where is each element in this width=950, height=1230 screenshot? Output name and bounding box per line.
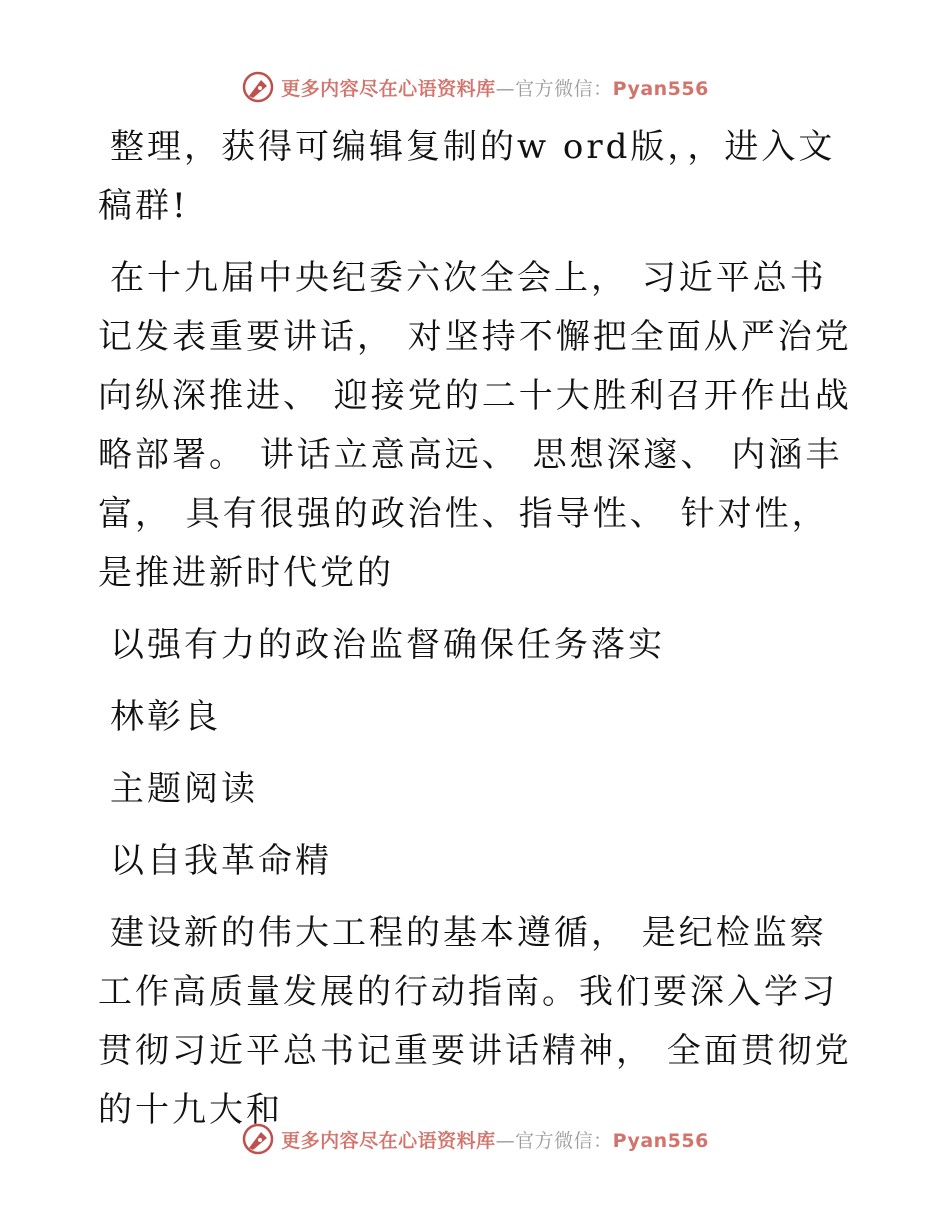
paragraph-speech: 在十九届中央纪委六次全会上， 习近平总书记发表重要讲话， 对坚持不懈把全面从严治党向纵深推进、 迎接党的二十大胜利召开作出战略部署。 讲话立意高远、 思想深邃、 内涵丰富， 具有很强的政治性、指导性、 针对性， 是推进新时代党的 [98, 258, 852, 593]
pen-nib-logo-icon [241, 70, 275, 104]
watermark-account: Pyan556 [612, 1129, 709, 1152]
watermark-text [281, 1126, 709, 1153]
watermark-label: 官方微信： [515, 77, 613, 100]
watermark-site: 更多内容尽在心语资料库 [281, 77, 496, 100]
watermark-text [281, 74, 709, 101]
article-title: 以强有力的政治监督确保任务落实 [110, 625, 665, 665]
watermark-site: 更多内容尽在心语资料库 [281, 1129, 496, 1152]
header-watermark [0, 70, 950, 104]
watermark-dash: — [495, 77, 516, 100]
paragraph-fragment: 以自我革命精 [110, 841, 332, 881]
document-body [98, 118, 858, 1153]
paragraph-body: 建设新的伟大工程的基本遵循， 是纪检监察工作高质量发展的行动指南。我们要深入学习贯彻习近平总书记重要讲话精神， 全面贯彻党的十九大和 [98, 913, 852, 1130]
footer-watermark [0, 1122, 950, 1156]
pen-nib-logo-icon [241, 1122, 275, 1156]
watermark-account: Pyan556 [612, 77, 709, 100]
paragraph-intro: 整理，获得可编辑复制的w ord版，，进入文稿群! [98, 127, 836, 226]
watermark-dash: — [495, 1129, 516, 1152]
article-author: 林彰良 [110, 697, 221, 737]
watermark-label: 官方微信： [515, 1129, 613, 1152]
section-label: 主题阅读 [110, 769, 258, 809]
